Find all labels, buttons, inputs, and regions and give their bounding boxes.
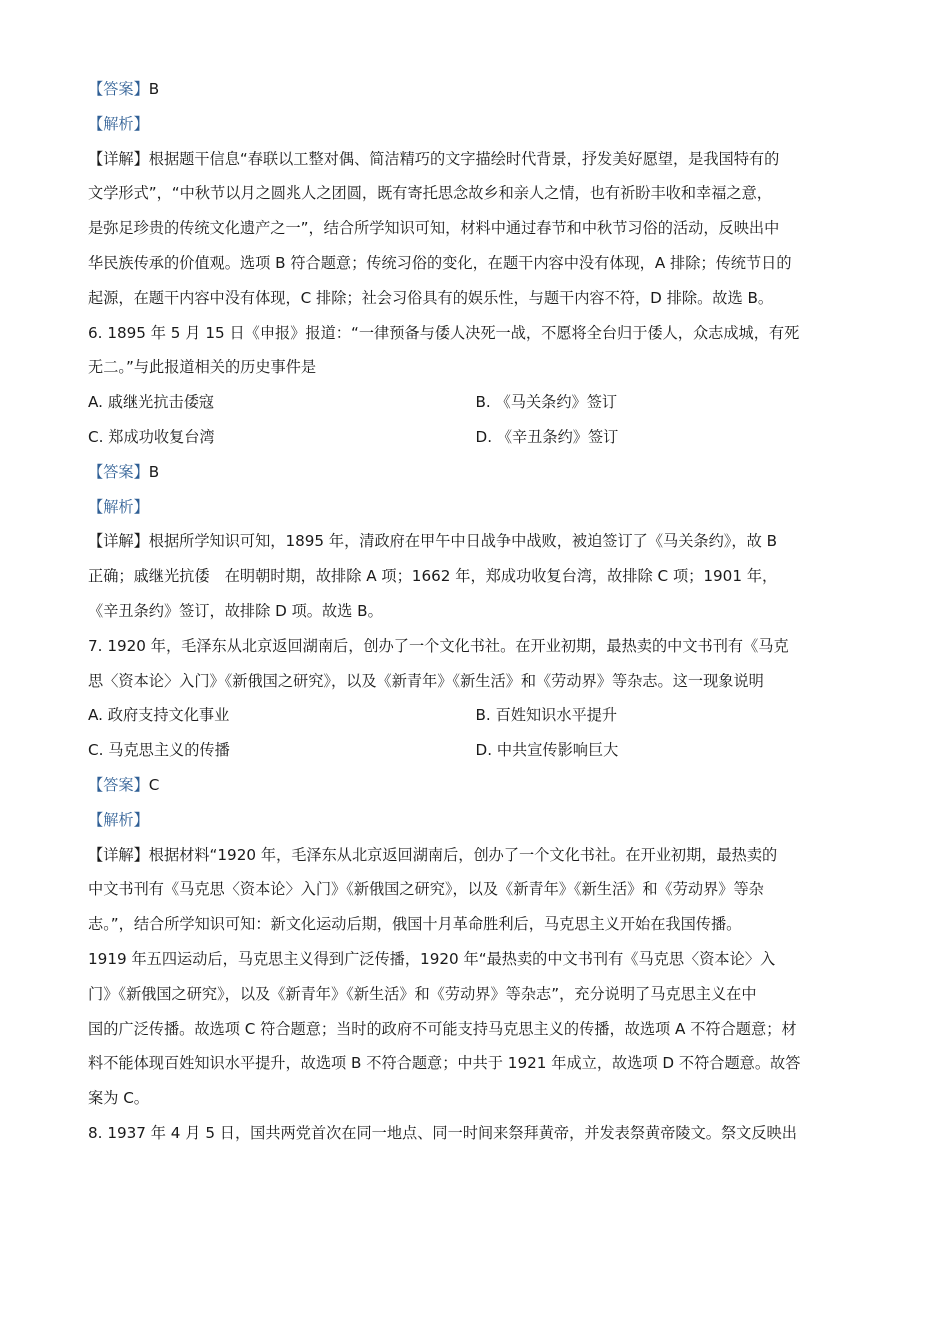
q5-detail-line-4: 华民族传承的价值观。选项 B 符合题意；传统习俗的变化，在题干内容中没有体现，A 排除；传统节日的: [88, 253, 792, 272]
q7-detail-line-3: 志。”，结合所学知识可知：新文化运动后期，俄国十月革命胜利后，马克思主义开始在我国传播。: [88, 915, 742, 934]
answer-label: 【答案】: [88, 462, 149, 481]
q6-stem-line-1: 6. 1895 年 5 月 15 日《申报》报道：“一律预备与倭人决死一战，不愿将全台归于倭人，众志成城，有死: [88, 323, 800, 342]
detail-text: 根据所学知识可知，1895 年，清政府在甲午中日战争中战败，被迫签订了《马关条约》，故 B: [148, 532, 778, 551]
answer-value: B: [148, 462, 160, 481]
q7-stem-line-1: 7. 1920 年，毛泽东从北京返回湖南后，创办了一个文化书社。在开业初期，最热卖的中文书刊有《马克: [88, 636, 789, 655]
q6-option-d: D. 《辛丑条约》签订: [475, 427, 619, 446]
q7-detail-line-7: 料不能体现百姓知识水平提升，故选项 B 不符合题意；中共于 1921 年成立，故选项 D 不符合题意。故答: [88, 1054, 801, 1073]
q5-answer: [88, 72, 863, 107]
q5-detail-line-3: 是弥足珍贵的传统文化遗产之一”，结合所学知识可知，材料中通过春节和中秋节习俗的活动，反映出中: [88, 219, 780, 238]
answer-value: C: [148, 775, 160, 794]
q6-option-b: B. 《马关条约》签订: [475, 393, 618, 412]
q7-option-b: B. 百姓知识水平提升: [475, 706, 618, 725]
detail-text: 根据题干信息“春联以工整对偶、简洁精巧的文字描绘时代背景，抒发美好愿望，是我国特有的: [148, 149, 780, 168]
detail-label: 【详解】: [88, 845, 149, 864]
q7-detail-line-8: 案为 C。: [88, 1089, 149, 1108]
q6-analysis-label: 【解析】: [88, 497, 149, 516]
q5-detail-line-2: 文学形式”，“中秋节以月之圆兆人之团圆，既有寄托思念故乡和亲人之情，也有祈盼丰收和幸福之意，: [88, 184, 772, 203]
detail-label: 【详解】: [88, 149, 149, 168]
q7-detail-line-4: 1919 年五四运动后，马克思主义得到广泛传播，1920 年“最热卖的中文书刊有《马克思〈资本论〉入: [88, 949, 776, 968]
q7-answer: [88, 768, 863, 803]
q6-option-a: A. 戚继光抗击倭寇: [88, 393, 215, 412]
q6-option-c: C. 郑成功收复台湾: [88, 427, 215, 446]
q6-detail-line-3: 《辛丑条约》签订，故排除 D 项。故选 B。: [88, 601, 383, 620]
q8-stem-line-1: 8. 1937 年 4 月 5 日，国共两党首次在同一地点、同一时间来祭拜黄帝，并发表祭黄帝陵文。祭文反映出: [88, 1123, 797, 1142]
q7-option-d: D. 中共宣传影响巨大: [475, 741, 619, 760]
q7-detail-line-5: 门》《新俄国之研究》，以及《新青年》《新生活》和《劳动界》等杂志”，充分说明了马克思主义在中: [88, 984, 757, 1003]
q7-stem-line-2: 思〈资本论〉入门》《新俄国之研究》，以及《新青年》《新生活》和《劳动界》等杂志。这一现象说明: [88, 671, 764, 690]
answer-label: 【答案】: [88, 775, 149, 794]
q7-option-c: C. 马克思主义的传播: [88, 741, 230, 760]
q6-detail-line-1: [88, 524, 863, 559]
q6-options-row-1: [88, 385, 863, 420]
answer-value: B: [148, 80, 160, 98]
q7-options-row-1: [88, 698, 863, 733]
q7-option-a: A. 政府支持文化事业: [88, 706, 230, 725]
q7-analysis-label: 【解析】: [88, 810, 149, 829]
answer-label: 【答案】: [88, 80, 149, 98]
q5-detail-line-5: 起源，在题干内容中没有体现，C 排除；社会习俗具有的娱乐性，与题干内容不符，D 排除。故选 B。: [88, 288, 774, 307]
q6-answer: [88, 455, 863, 490]
q6-detail-line-2: 正确；戚继光抗倭 在明朝时期，故排除 A 项；1662 年，郑成功收复台湾，故排除 C 项；1901 年，: [88, 567, 778, 586]
q7-detail-line-6: 国的广泛传播。故选项 C 符合题意；当时的政府不可能支持马克思主义的传播，故选项 A 不符合题意；材: [88, 1019, 797, 1038]
q5-detail-line-1: [88, 142, 863, 177]
q6-options-row-2: [88, 420, 863, 455]
q7-detail-line-1: [88, 838, 863, 873]
document-page: [88, 72, 863, 1151]
q6-stem-line-2: 无二。”与此报道相关的历史事件是: [88, 358, 317, 377]
q5-analysis-label: 【解析】: [88, 114, 149, 133]
detail-text: 根据材料“1920 年，毛泽东从北京返回湖南后，创办了一个文化书社。在开业初期，最热卖的: [148, 845, 778, 864]
q7-detail-line-2: 中文书刊有《马克思〈资本论〉入门》《新俄国之研究》，以及《新青年》《新生活》和《劳动界》等杂: [88, 880, 764, 899]
q7-options-row-2: [88, 733, 863, 768]
detail-label: 【详解】: [88, 532, 149, 551]
